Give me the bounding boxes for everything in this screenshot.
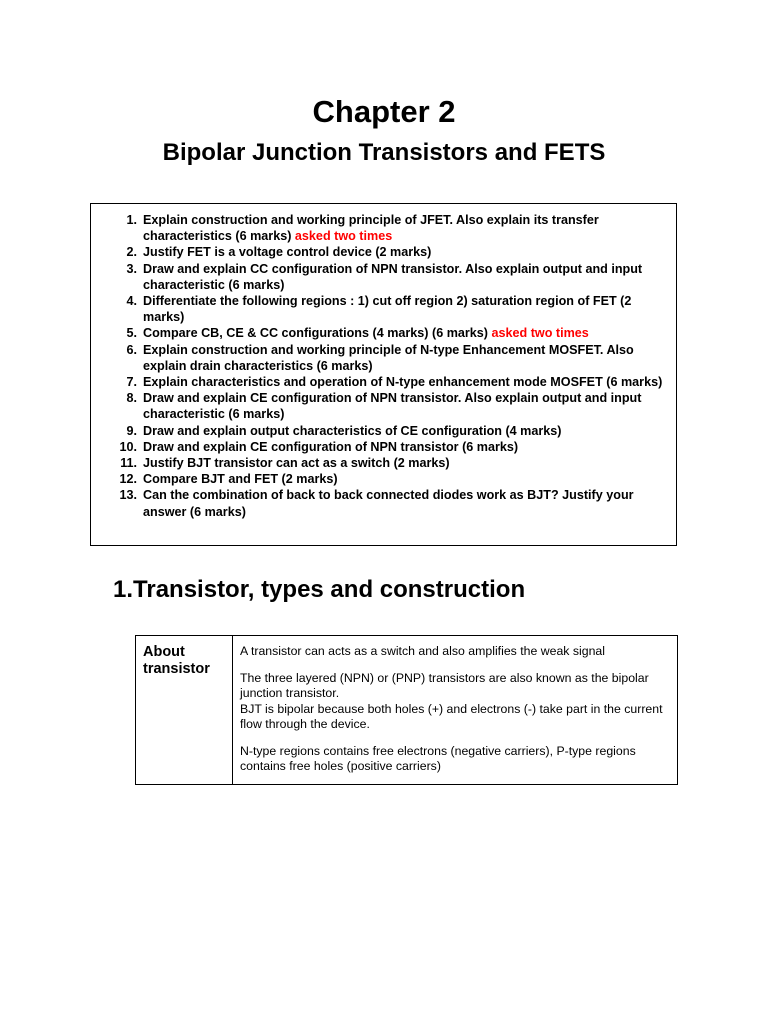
question-number: 9. xyxy=(126,423,137,438)
question-text: Draw and explain CC configuration of NPN transistor. Also explain output and input characteristic (6 marks) xyxy=(143,261,643,292)
question-text: Compare CB, CE & CC configurations (4 marks) (6 marks) xyxy=(143,326,489,341)
table-row-label: About transistor xyxy=(136,636,233,784)
question-text: Draw and explain CE configuration of NPN transistor. Also explain output and input characteristic (6 marks) xyxy=(143,391,642,422)
info-paragraph: BJT is bipolar because both holes (+) and electrons (-) take part in the current flow through the device. xyxy=(240,701,663,731)
question-number: 12. xyxy=(119,472,137,487)
question-item xyxy=(91,374,671,390)
question-item xyxy=(91,487,671,519)
question-item xyxy=(91,390,671,422)
question-number: 5. xyxy=(126,326,137,341)
table-row-content xyxy=(240,644,672,786)
question-text: Explain characteristics and operation of N-type enhancement mode MOSFET (6 marks) xyxy=(143,375,663,390)
question-number: 1. xyxy=(126,213,137,227)
question-text: Justify BJT transistor can act as a switch (2 marks) xyxy=(143,456,450,471)
question-number: 3. xyxy=(126,261,137,276)
info-paragraph: The three layered (NPN) or (PNP) transistors are also known as the bipolar junction transistor. xyxy=(240,670,649,700)
question-text: Draw and explain CE configuration of NPN transistor (6 marks) xyxy=(143,439,519,454)
question-text: Explain construction and working principle of JFET. Also explain its transfer characteristics (6 marks) xyxy=(143,213,599,244)
question-number: 4. xyxy=(126,294,137,309)
chapter-subtitle: Bipolar Junction Transistors and FETS xyxy=(162,139,606,166)
section-heading: 1.Transistor, types and construction xyxy=(113,576,526,603)
question-number: 8. xyxy=(126,391,137,406)
question-item xyxy=(91,261,671,293)
question-text: Justify FET is a voltage control device (2 marks) xyxy=(143,245,432,260)
question-number: 13. xyxy=(119,488,137,503)
question-number: 7. xyxy=(126,375,137,390)
question-text: Explain construction and working principle of N-type Enhancement MOSFET. Also explain drain characteristics (6 marks) xyxy=(143,342,634,373)
question-text: Can the combination of back to back connected diodes work as BJT? Justify your answer (6 marks) xyxy=(143,488,634,519)
question-item xyxy=(91,342,671,374)
question-text: Compare BJT and FET (2 marks) xyxy=(143,472,338,487)
question-item xyxy=(91,244,671,260)
question-item xyxy=(91,293,671,325)
question-number: 2. xyxy=(126,245,137,260)
question-text: Draw and explain output characteristics of CE configuration (4 marks) xyxy=(143,423,562,438)
question-number: 11. xyxy=(120,456,137,471)
question-item xyxy=(91,471,671,487)
chapter-title: Chapter 2 xyxy=(312,94,456,129)
question-list xyxy=(91,212,671,520)
question-item xyxy=(91,455,671,471)
about-transistor-table xyxy=(135,635,678,785)
question-item xyxy=(91,423,671,439)
question-item xyxy=(91,439,671,455)
info-paragraph: A transistor can acts as a switch and also amplifies the weak signal xyxy=(240,644,605,658)
question-number: 6. xyxy=(126,342,137,357)
question-text: Differentiate the following regions : 1) cut off region 2) saturation region of FET (2 marks) xyxy=(143,294,632,325)
info-paragraph: N-type regions contains free electrons (negative carriers), P-type regions contains free holes (positive carriers) xyxy=(240,743,636,773)
question-number: 10. xyxy=(119,439,137,454)
question-highlight: asked two times xyxy=(491,326,589,341)
question-item xyxy=(91,212,671,244)
question-highlight: asked two times xyxy=(294,229,393,244)
questions-box xyxy=(90,203,677,546)
question-item xyxy=(91,325,671,341)
